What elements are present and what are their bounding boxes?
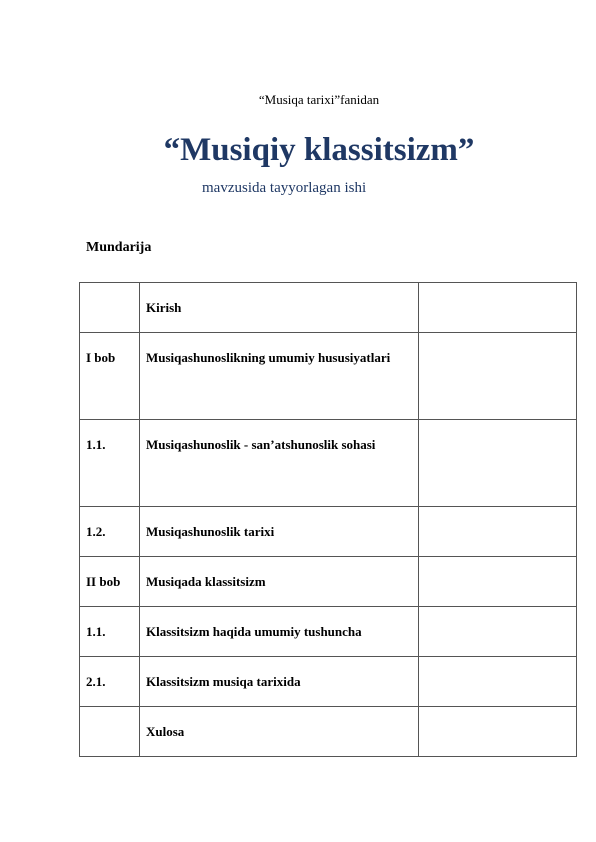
toc-row-number: I bob — [80, 333, 140, 420]
toc-row-topic: Klassitsizm musiqa tarixida — [140, 657, 419, 707]
toc-row-page — [419, 507, 577, 557]
toc-row-topic: Musiqada klassitsizm — [140, 557, 419, 607]
toc-row-page — [419, 283, 577, 333]
toc-row-topic: Musiqashunoslik - san’atshunoslik sohasi — [140, 420, 419, 507]
toc-row-number: 2.1. — [80, 657, 140, 707]
toc-row — [80, 707, 577, 757]
toc-row — [80, 557, 577, 607]
toc-row — [80, 283, 577, 333]
toc-row-number: II bob — [80, 557, 140, 607]
toc-row-number: 1.1. — [80, 420, 140, 507]
toc-row-number — [80, 707, 140, 757]
toc-row — [80, 657, 577, 707]
toc-row-topic: Klassitsizm haqida umumiy tushuncha — [140, 607, 419, 657]
toc-row — [80, 333, 577, 420]
toc-heading: Mundarija — [86, 240, 152, 255]
toc-row-number: 1.2. — [80, 507, 140, 557]
toc-row — [80, 607, 577, 657]
toc-row-number — [80, 283, 140, 333]
toc-table — [79, 282, 577, 757]
toc-row-topic: Xulosa — [140, 707, 419, 757]
subject-line: “Musiqa tarixi”fanidan — [258, 92, 380, 107]
toc-row-topic: Musiqashunoslik tarixi — [140, 507, 419, 557]
toc-row-page — [419, 607, 577, 657]
toc-row-page — [419, 333, 577, 420]
document-subtitle: mavzusida tayyorlagan ishi — [202, 180, 367, 196]
toc-row-page — [419, 657, 577, 707]
toc-row — [80, 507, 577, 557]
document-title: “Musiqiy klassitsizm” — [163, 132, 475, 168]
toc-row-page — [419, 557, 577, 607]
toc-row-page — [419, 707, 577, 757]
toc-row-topic: Musiqashunoslikning umumiy hususiyatlari — [140, 333, 419, 420]
toc-row-page — [419, 420, 577, 507]
toc-row-number: 1.1. — [80, 607, 140, 657]
toc-row-topic: Kirish — [140, 283, 419, 333]
toc-row — [80, 420, 577, 507]
